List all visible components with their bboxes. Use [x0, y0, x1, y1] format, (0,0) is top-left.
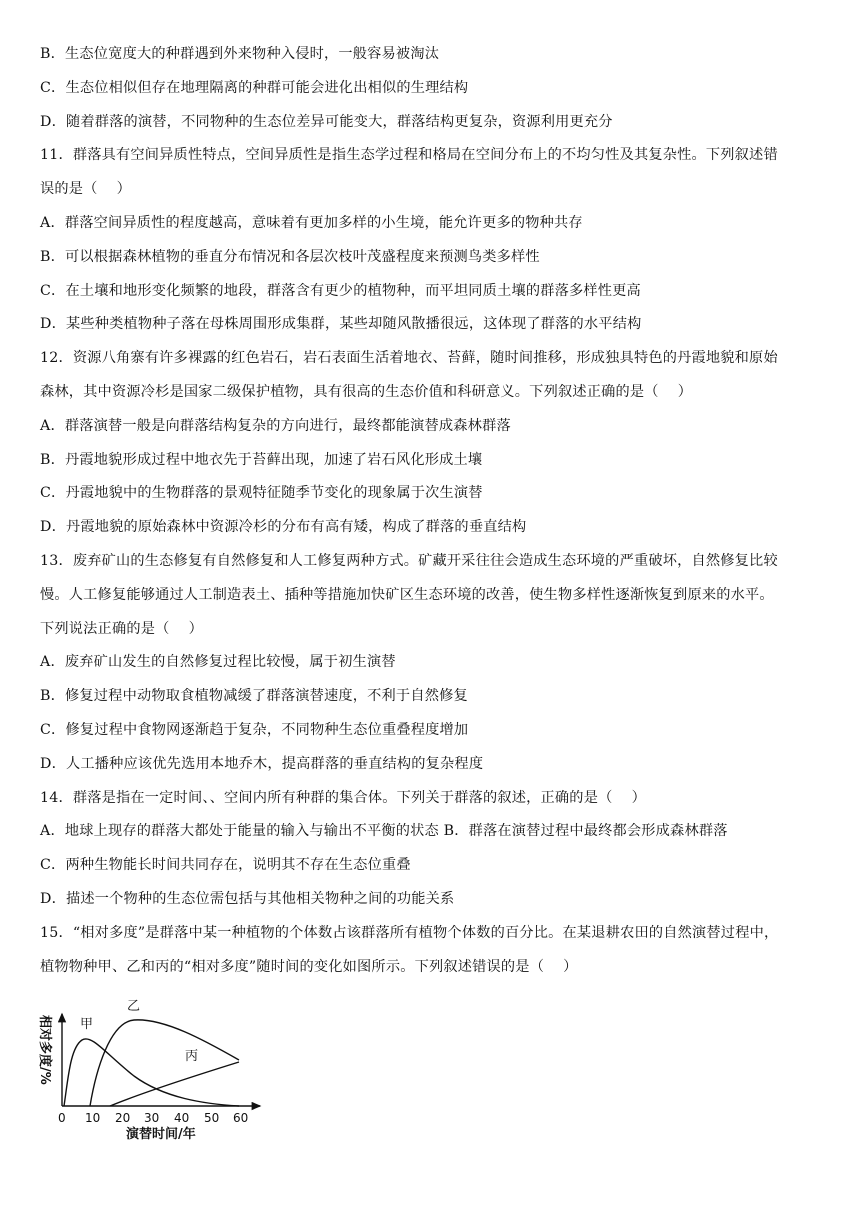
question-14-option-c: C．两种生物能长时间共同存在，说明其不存在生态位重叠 — [40, 857, 411, 874]
question-15-stem: 15．“相对多度”是群落中某一种植物的个体数占该群落所有植物个体数的百分比。在某退耕农田的自然演替过程中， — [40, 924, 779, 941]
x-axis-label: 演替时间/年 — [126, 1127, 196, 1142]
question-15-stem-cont: 植物物种甲、乙和丙的“相对多度”随时间的变化如图所示。下列叙述错误的是（ ） — [40, 958, 578, 975]
x-tick-label: 40 — [174, 1111, 190, 1125]
question-13-stem-cont: 慢。人工修复能够通过人工制造表土、插种等措施加快矿区生态环境的改善，使生物多样性逐渐恢复到原来的水平。 — [40, 586, 774, 603]
question-14-option-ab: A．地球上现存的群落大都处于能量的输入与输出不平衡的状态 B．群落在演替过程中最终都会形成森林群落 — [40, 823, 728, 840]
series-yi-curve — [90, 1020, 239, 1106]
question-12-option-a: A．群落演替一般是向群落结构复杂的方向进行，最终都能演替成森林群落 — [40, 417, 511, 434]
x-tick-label: 20 — [115, 1111, 131, 1125]
series-label-yi: 乙 — [127, 999, 141, 1014]
question-12-option-b: B．丹霞地貌形成过程中地衣先于苔藓出现，加速了岩石风化形成土壤 — [40, 451, 483, 468]
question-11-option-d: D．某些种类植物种子落在母株周围形成集群，某些却随风散播很远，这体现了群落的水平结构 — [40, 316, 642, 333]
question-11-stem: 11．群落具有空间异质性特点，空间异质性是指生态学过程和格局在空间分布上的不均匀性及其复杂性。下列叙述错 — [40, 147, 778, 164]
x-tick-label: 60 — [233, 1111, 249, 1125]
question-13-option-b: B．修复过程中动物取食植物减缓了群落演替速度，不利于自然修复 — [40, 688, 468, 705]
series-label-bing: 丙 — [185, 1049, 199, 1064]
question-12-stem: 12．资源八角寨有许多裸露的红色岩石，岩石表面生活着地衣、苔藓，随时间推移，形成独具特色的丹霞地貌和原始 — [40, 350, 778, 367]
question-13-option-c: C．修复过程中食物网逐渐趋于复杂，不同物种生态位重叠程度增加 — [40, 721, 469, 738]
question-13-stem-cont: 下列说法正确的是（ ） — [40, 620, 203, 637]
x-tick-label: 0 — [58, 1111, 66, 1125]
relative-abundance-graph — [34, 999, 284, 1150]
question-14-option-d: D．描述一个物种的生态位需包括与其他相关物种之间的功能关系 — [40, 890, 455, 907]
question-11-option-b: B．可以根据森林植物的垂直分布情况和各层次枝叶茂盛程度来预测鸟类多样性 — [40, 248, 540, 265]
question-12-stem-cont: 森林，其中资源冷杉是国家二级保护植物，具有很高的生态价值和科研意义。下列叙述正确的是（ ） — [40, 383, 693, 400]
question-11-option-a: A．群落空间异质性的程度越高，意味着有更加多样的小生境，能允许更多的物种共存 — [40, 214, 583, 231]
question-11-stem-cont: 误的是（ ） — [40, 181, 132, 198]
text-line: D．随着群落的演替，不同物种的生态位差异可能变大，群落结构更复杂，资源利用更充分 — [40, 113, 613, 130]
x-tick-label: 50 — [204, 1111, 220, 1125]
text-line: C．生态位相似但存在地理隔离的种群可能会进化出相似的生理结构 — [40, 79, 469, 96]
question-12-option-c: C．丹霞地貌中的生物群落的景观特征随季节变化的现象属于次生演替 — [40, 485, 483, 502]
series-label-jia: 甲 — [80, 1017, 94, 1032]
series-jia-curve — [64, 1039, 239, 1106]
x-tick-label: 10 — [85, 1111, 101, 1125]
text-line: B．生态位宽度大的种群遇到外来物种入侵时，一般容易被淘汰 — [40, 46, 440, 62]
question-text — [40, 38, 830, 984]
question-13-stem: 13．废弃矿山的生态修复有自然修复和人工修复两种方式。矿藏开采往往会造成生态环境的严重破坏，自然修复比较 — [40, 552, 778, 569]
question-14-stem: 14．群落是指在一定时间、、空间内所有种群的集合体。下列关于群落的叙述，正确的是（ ） — [40, 789, 646, 806]
y-axis-label: 相对多度/% — [37, 1015, 52, 1085]
question-12-option-d: D．丹霞地貌的原始森林中资源冷杉的分布有高有矮，构成了群落的垂直结构 — [40, 519, 527, 536]
question-11-option-c: C．在土壤和地形变化频繁的地段，群落含有更少的植物种，而平坦同质土壤的群落多样性更高 — [40, 282, 641, 299]
x-tick-label: 30 — [144, 1111, 160, 1125]
question-13-option-a: A．废弃矿山发生的自然修复过程比较慢，属于初生演替 — [40, 654, 396, 671]
question-13-option-d: D．人工播种应该优先选用本地乔木，提高群落的垂直结构的复杂程度 — [40, 755, 484, 772]
relative-abundance-figure — [34, 999, 284, 1150]
series-bing-curve — [110, 1062, 239, 1106]
